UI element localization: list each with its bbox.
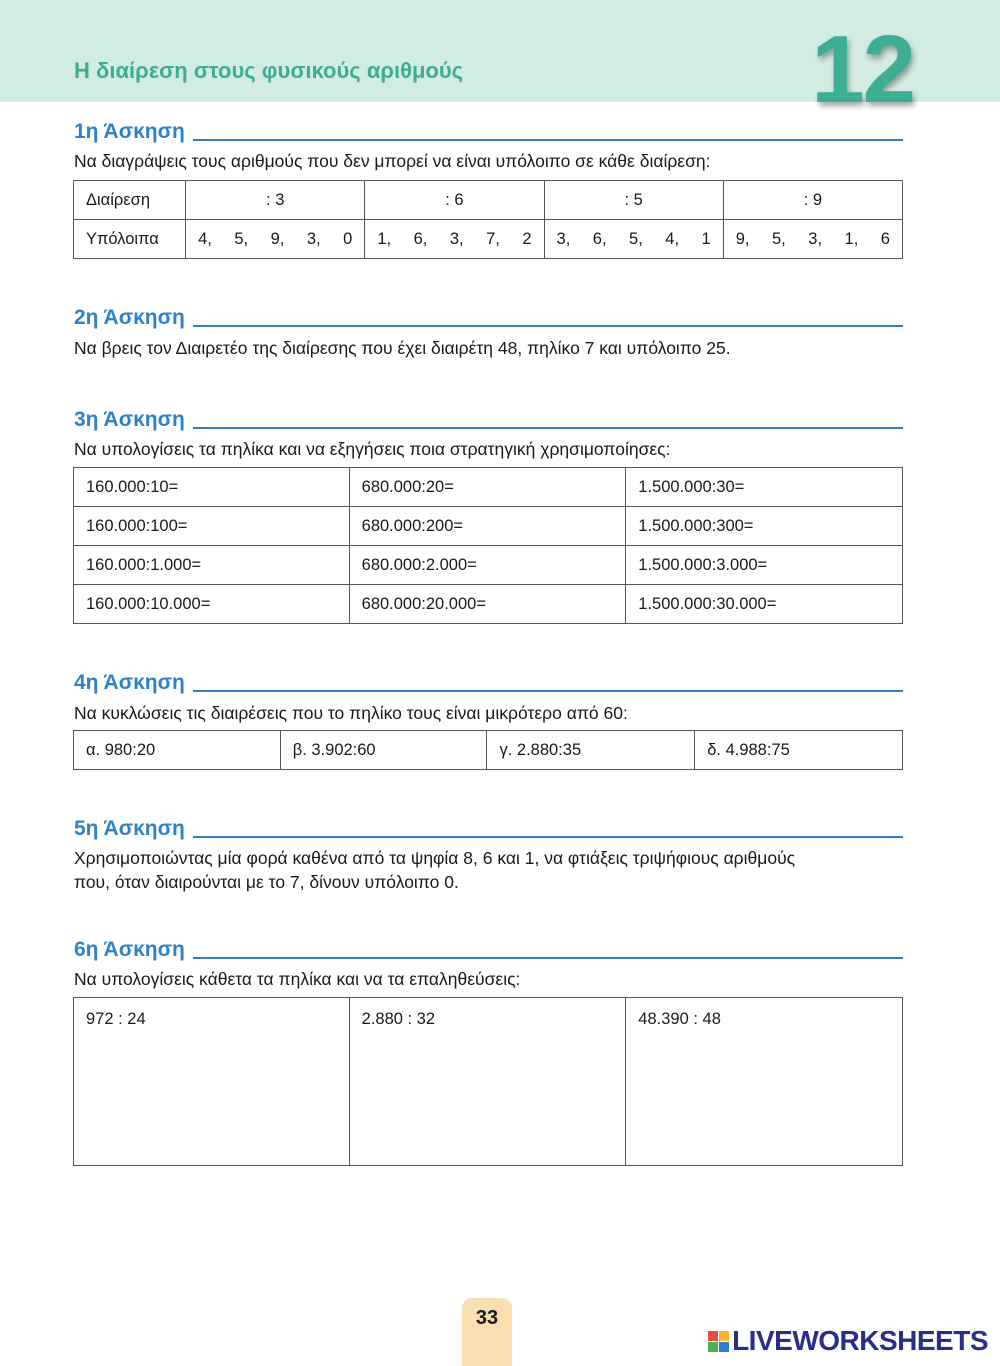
ex1-title-text: 1η Άσκηση bbox=[74, 120, 185, 143]
work-area-cell[interactable]: 2.880 : 32 bbox=[349, 998, 626, 1166]
divisor-row bbox=[74, 181, 903, 220]
ex6-table bbox=[73, 997, 903, 1166]
remainder-number[interactable]: 7, bbox=[486, 229, 500, 248]
remainder-number[interactable]: 3, bbox=[808, 229, 823, 248]
ex1-table bbox=[73, 180, 903, 259]
ex5-title-text: 5η Άσκηση bbox=[74, 817, 185, 840]
remainder-number[interactable]: 5, bbox=[629, 229, 643, 248]
ex6-instruction: Να υπολογίσεις κάθετα τα πηλίκα και να τα επαληθεύσεις: bbox=[74, 969, 521, 989]
work-area-cell[interactable]: 972 : 24 bbox=[74, 998, 350, 1166]
remainder-number[interactable]: 4, bbox=[198, 229, 212, 248]
quotient-cell[interactable]: 680.000:2.000= bbox=[349, 546, 626, 585]
table-row bbox=[74, 585, 903, 624]
quotient-cell[interactable]: 1.500.000:30= bbox=[626, 468, 903, 507]
ex4-instruction: Να κυκλώσεις τις διαιρέσεις που το πηλίκο τους είναι μικρότερο από 60: bbox=[74, 703, 628, 723]
remainder-number[interactable]: 5, bbox=[234, 229, 249, 248]
remainder-number[interactable]: 1, bbox=[377, 229, 392, 248]
remainder-number[interactable]: 1, bbox=[844, 229, 859, 248]
work-area-cell[interactable]: 48.390 : 48 bbox=[626, 998, 903, 1166]
remainder-number[interactable]: 1 bbox=[701, 229, 711, 248]
remainder-number[interactable]: 6, bbox=[413, 229, 428, 248]
ex3-instruction: Να υπολογίσεις τα πηλίκα και να εξηγήσεις ποια στρατηγική χρησιμοποίησες: bbox=[74, 439, 671, 459]
ex1-instruction: Να διαγράψεις τους αριθμούς που δεν μπορεί να είναι υπόλοιπο σε κάθε διαίρεση: bbox=[74, 151, 711, 171]
title-rule bbox=[193, 325, 903, 327]
remainder-cell bbox=[365, 220, 544, 259]
division-option[interactable]: δ. 4.988:75 bbox=[695, 731, 903, 770]
ex4-title bbox=[74, 671, 903, 695]
ex5-instruction-line2: που, όταν διαιρούνται με το 7, δίνουν υπόλοιπο 0. bbox=[74, 872, 459, 892]
remainder-number[interactable]: 6 bbox=[880, 229, 890, 248]
table-row bbox=[74, 468, 903, 507]
division-option[interactable]: β. 3.902:60 bbox=[280, 731, 487, 770]
chapter-title: Η διαίρεση στους φυσικούς αριθμούς bbox=[74, 58, 464, 83]
table-row bbox=[74, 507, 903, 546]
ex1-title bbox=[74, 120, 903, 144]
ex2-instruction: Να βρεις τον Διαιρετέο της διαίρεσης που έχει διαιρέτη 48, πηλίκο 7 και υπόλοιπο 25. bbox=[74, 338, 731, 358]
ex5-title bbox=[74, 817, 903, 841]
title-rule bbox=[193, 139, 903, 141]
ex6-title bbox=[74, 938, 903, 962]
table-row bbox=[74, 731, 903, 770]
remainder-number[interactable]: 9, bbox=[270, 229, 285, 248]
remainder-number[interactable]: 4, bbox=[665, 229, 680, 248]
divisor-cell: : 6 bbox=[365, 181, 544, 220]
quotient-cell[interactable]: 680.000:20.000= bbox=[349, 585, 626, 624]
quotient-cell[interactable]: 1.500.000:300= bbox=[626, 507, 903, 546]
quotient-cell[interactable]: 680.000:20= bbox=[349, 468, 626, 507]
ex3-title bbox=[74, 408, 903, 432]
quotient-cell[interactable]: 160.000:10.000= bbox=[74, 585, 350, 624]
quotient-cell[interactable]: 160.000:100= bbox=[74, 507, 350, 546]
ex3-table bbox=[73, 467, 903, 624]
remainder-number[interactable]: 3, bbox=[449, 229, 464, 248]
ex3-title-text: 3η Άσκηση bbox=[74, 408, 185, 431]
remainder-row bbox=[74, 220, 903, 259]
row-label-remainders: Υπόλοιπα bbox=[74, 220, 186, 259]
header-band bbox=[0, 0, 1000, 123]
table-row bbox=[74, 546, 903, 585]
quotient-cell[interactable]: 680.000:200= bbox=[349, 507, 626, 546]
divisor-cell: : 5 bbox=[544, 181, 723, 220]
remainder-number[interactable]: 9, bbox=[735, 229, 750, 248]
ex5-instruction-line1: Χρησιμοποιώντας μία φορά καθένα από τα ψηφία 8, 6 και 1, να φτιάξεις τριψήφιους αριθμούς bbox=[74, 848, 796, 868]
remainder-number[interactable]: 3, bbox=[306, 229, 321, 248]
liveworksheets-logo bbox=[708, 1325, 988, 1357]
division-option[interactable]: α. 980:20 bbox=[74, 731, 281, 770]
divisor-cell: : 9 bbox=[723, 181, 902, 220]
ex4-table bbox=[73, 730, 903, 770]
remainder-number[interactable]: 3, bbox=[556, 229, 571, 248]
quotient-cell[interactable]: 160.000:1.000= bbox=[74, 546, 350, 585]
ex2-title bbox=[74, 306, 903, 330]
title-rule bbox=[193, 427, 903, 429]
quotient-cell[interactable]: 160.000:10= bbox=[74, 468, 350, 507]
remainder-number[interactable]: 6, bbox=[592, 229, 607, 248]
chapter-number: 12 bbox=[811, 16, 914, 123]
remainder-cell bbox=[544, 220, 723, 259]
remainder-number[interactable]: 2 bbox=[522, 229, 532, 248]
division-option[interactable]: γ. 2.880:35 bbox=[487, 731, 695, 770]
remainder-number[interactable]: 0 bbox=[343, 229, 353, 248]
remainder-number[interactable]: 5, bbox=[772, 229, 786, 248]
ex2-title-text: 2η Άσκηση bbox=[74, 306, 185, 329]
title-rule bbox=[193, 836, 903, 838]
divisor-cell: : 3 bbox=[186, 181, 365, 220]
row-label-division: Διαίρεση bbox=[74, 181, 186, 220]
liveworksheets-icon bbox=[708, 1331, 729, 1352]
table-row bbox=[74, 998, 903, 1166]
liveworksheets-wordmark: LIVEWORKSHEETS bbox=[732, 1325, 988, 1356]
quotient-cell[interactable]: 1.500.000:30.000= bbox=[626, 585, 903, 624]
quotient-cell[interactable]: 1.500.000:3.000= bbox=[626, 546, 903, 585]
ex4-title-text: 4η Άσκηση bbox=[74, 671, 185, 694]
remainder-cell bbox=[723, 220, 902, 259]
ex6-title-text: 6η Άσκηση bbox=[74, 938, 185, 961]
page-number: 33 bbox=[462, 1298, 512, 1366]
title-rule bbox=[193, 957, 903, 959]
remainder-cell bbox=[186, 220, 365, 259]
title-rule bbox=[193, 690, 903, 692]
